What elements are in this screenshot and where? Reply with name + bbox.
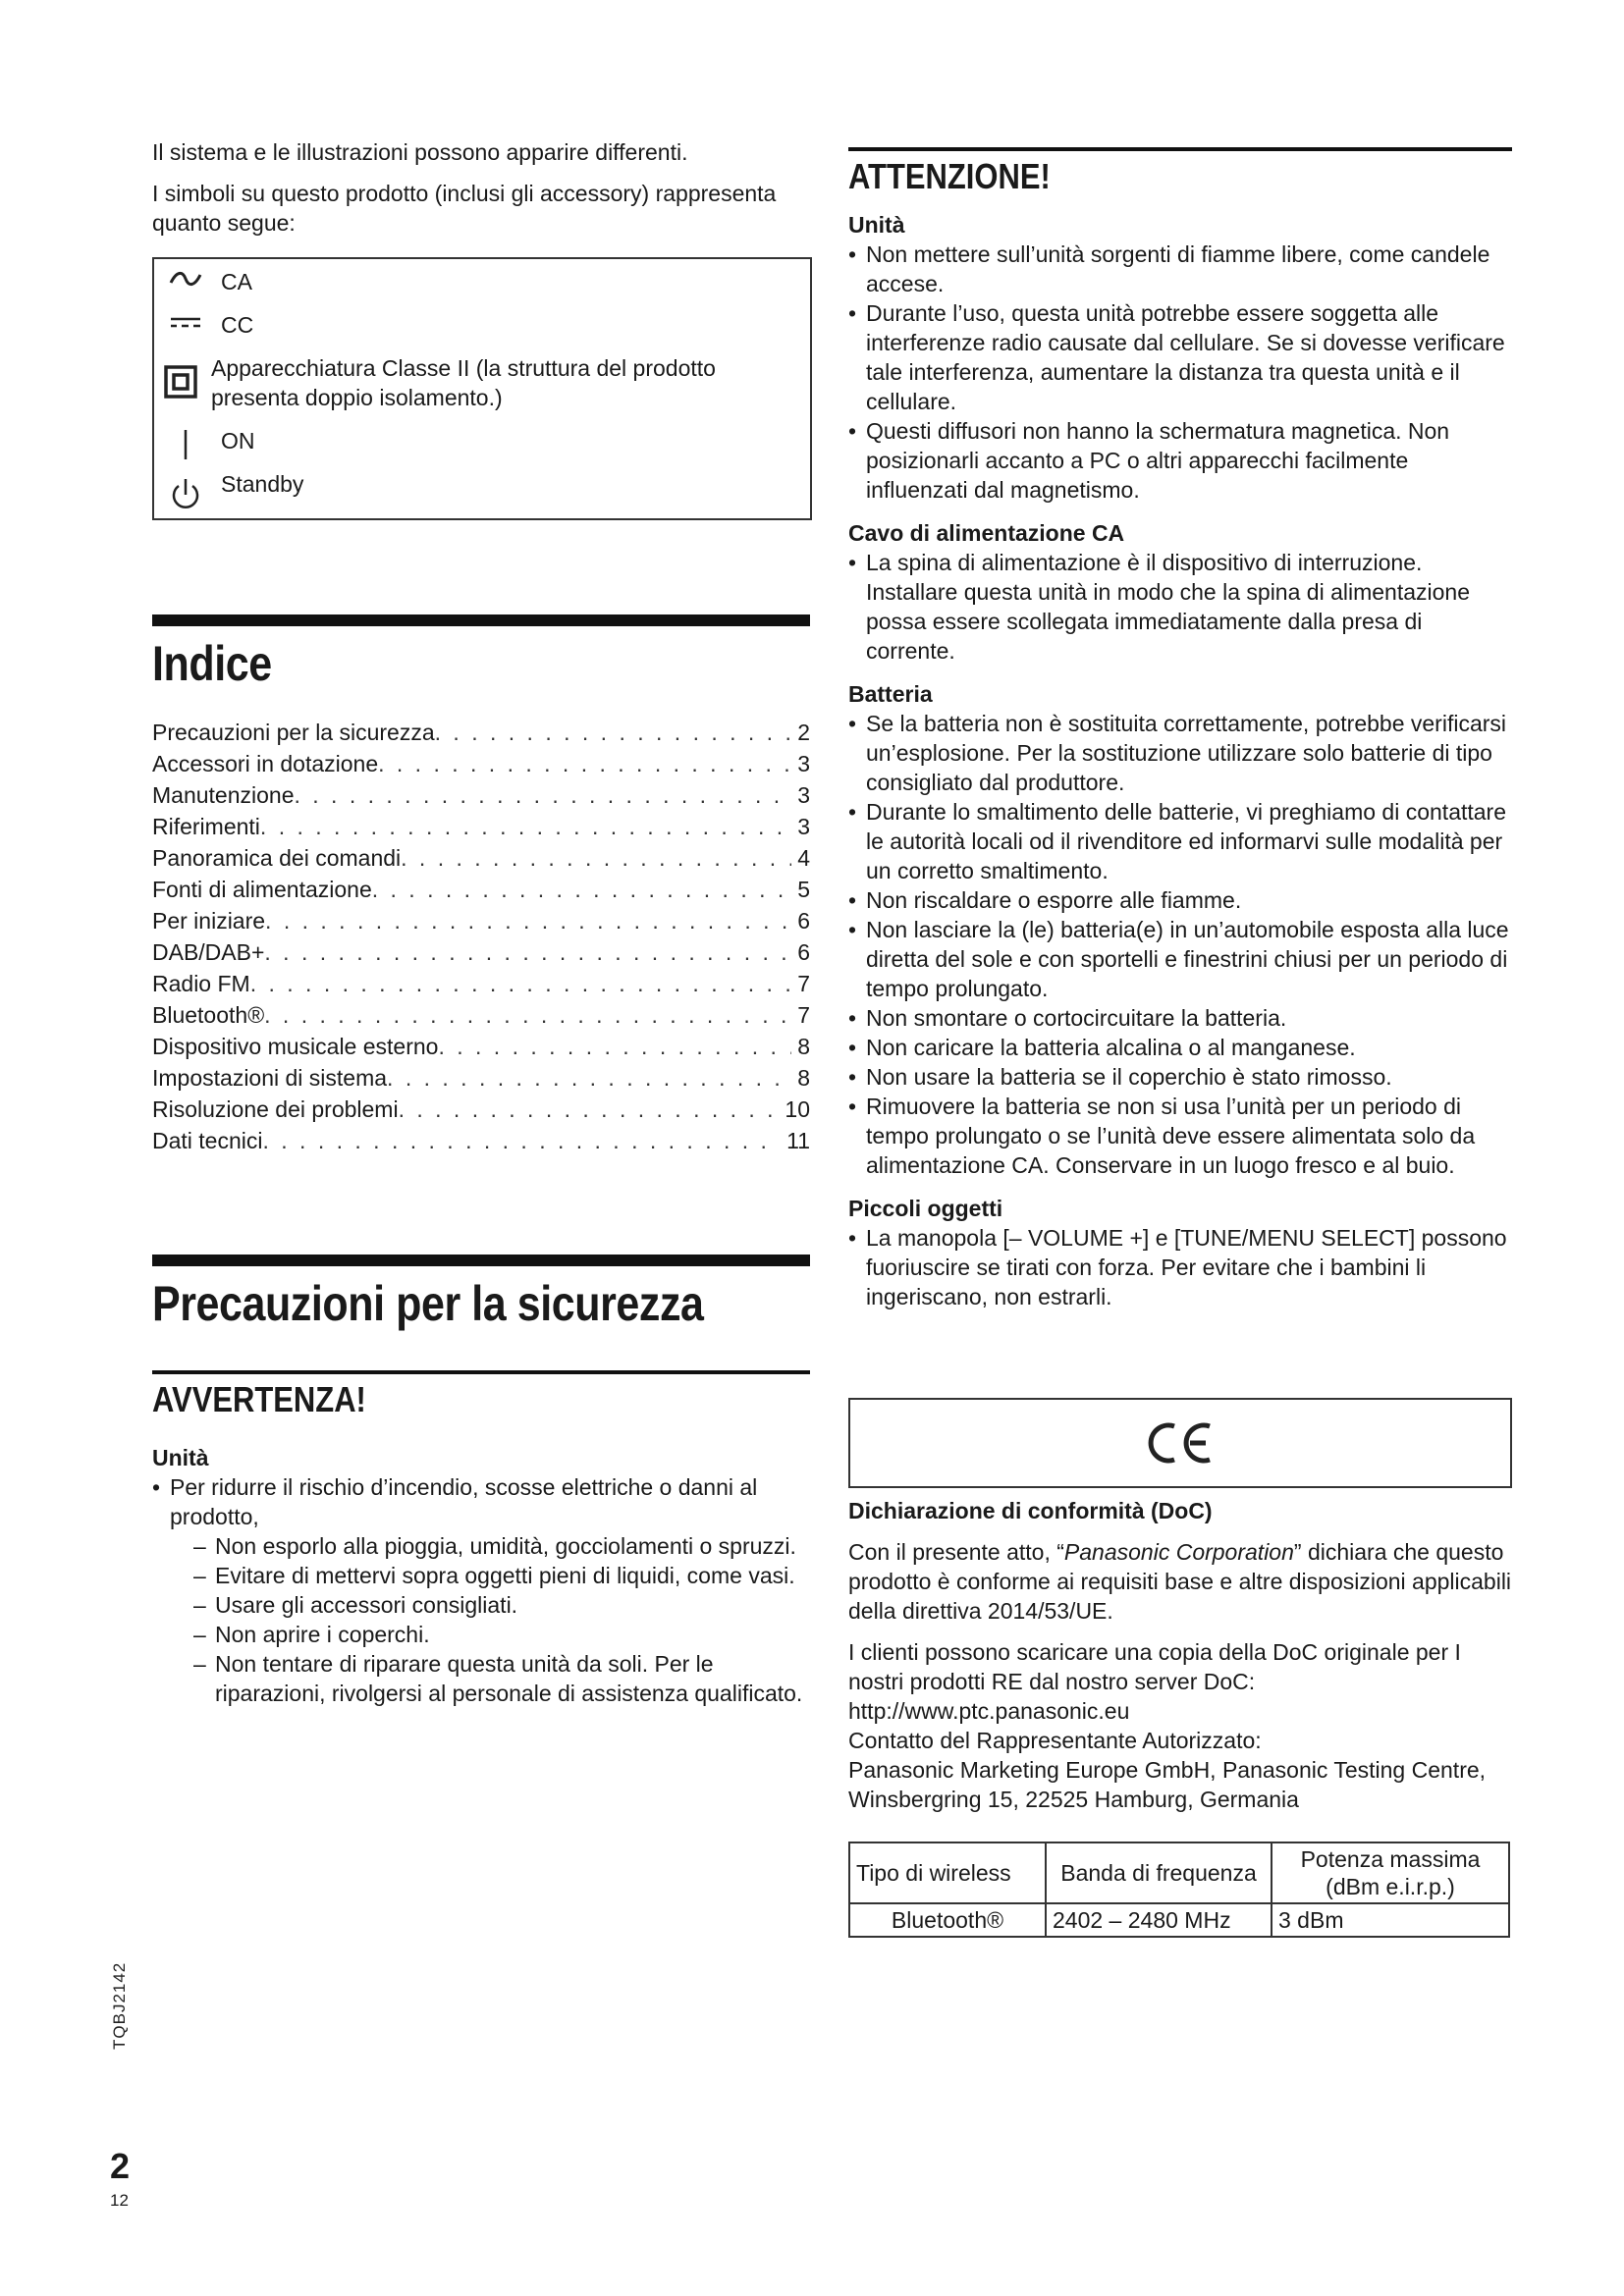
- caution-sections: [848, 210, 1512, 1311]
- caution-subheading: Batteria: [848, 681, 933, 707]
- toc-entry-page: 8: [797, 1065, 810, 1091]
- ce-mark-box: [848, 1398, 1512, 1488]
- on-bar-icon: [164, 424, 207, 461]
- safety-title: Precauzioni per la sicurezza: [152, 1276, 704, 1331]
- class-ii-icon: [164, 351, 197, 399]
- toc-leader-dots: [262, 1125, 781, 1156]
- wireless-header-band: Banda di frequenza: [1046, 1842, 1272, 1903]
- intro-line-2: I simboli su questo prodotto (inclusi gli accessory) rappresenta quanto segue:: [152, 181, 777, 236]
- warning-subitem: – Evitare di mettervi sopra oggetti pieni di liquidi, come vasi.: [193, 1561, 810, 1590]
- warning-sublist: [170, 1531, 810, 1708]
- caution-rule: [848, 147, 1512, 151]
- caution-list: [848, 548, 1512, 666]
- toc-leader-dots: [265, 905, 791, 936]
- toc-entry-title: Precauzioni per la sicurezza: [152, 720, 435, 745]
- toc-leader-dots: [401, 842, 791, 874]
- toc-entry-title: Bluetooth®: [152, 1002, 265, 1028]
- toc-entry-title: Dati tecnici: [152, 1128, 263, 1153]
- caution-list: [848, 709, 1512, 1180]
- warning-bullet-text: Per ridurre il rischio d’incendio, scosse elettriche o danni al prodotto,: [170, 1474, 758, 1529]
- toc-entry-page: 3: [797, 782, 810, 808]
- caution-subheading: Piccoli oggetti: [848, 1196, 1003, 1221]
- toc-entry[interactable]: [152, 811, 810, 842]
- toc-leader-dots: [260, 811, 791, 842]
- caution-item: • Non usare la batteria se il coperchio è stato rimosso.: [848, 1062, 1512, 1092]
- wireless-table: [848, 1842, 1510, 1938]
- symbol-label-ac: CA: [221, 269, 252, 294]
- toc-entry[interactable]: [152, 905, 810, 936]
- index-title: Indice: [152, 636, 272, 691]
- toc-entry[interactable]: [152, 1031, 810, 1062]
- toc-entry[interactable]: [152, 1062, 810, 1094]
- toc-entry-page: 6: [797, 908, 810, 934]
- warning-title: AVVERTENZA!: [152, 1379, 366, 1419]
- toc-entry-page: 3: [797, 814, 810, 839]
- caution-item: • Non caricare la batteria alcalina o al manganese.: [848, 1033, 1512, 1062]
- toc-entry-title: Fonti di alimentazione: [152, 877, 372, 902]
- doc-p1-before: Con il presente atto, “: [848, 1539, 1064, 1565]
- warning-unit-heading: Unità: [152, 1445, 209, 1470]
- doc-paragraph-1: [848, 1537, 1512, 1626]
- caution-list: [848, 240, 1512, 505]
- toc-entry[interactable]: [152, 874, 810, 905]
- ac-wave-icon: [164, 265, 207, 289]
- toc-entry[interactable]: [152, 999, 810, 1031]
- wireless-cell-band: 2402 – 2480 MHz: [1046, 1903, 1272, 1937]
- toc-entry-title: Risoluzione dei problemi: [152, 1096, 399, 1122]
- caution-item: • Non riscaldare o esporre alle fiamme.: [848, 885, 1512, 915]
- symbol-row-standby: [164, 467, 800, 510]
- caution-item: • Se la batteria non è sostituita correttamente, potrebbe verificarsi un’esplosione. Per la sostituzione utilizzare solo batterie di tipo consigliato dal produttore.: [848, 709, 1512, 797]
- symbol-row-dc: [164, 308, 800, 351]
- toc-entry-page: 7: [797, 971, 810, 996]
- toc-entry[interactable]: [152, 779, 810, 811]
- symbol-row-on: [164, 424, 800, 467]
- right-column: [848, 147, 1512, 1938]
- intro-line-1: Il sistema e le illustrazioni possono apparire differenti.: [152, 139, 688, 165]
- ce-mark-icon: [1141, 1418, 1219, 1468]
- toc-leader-dots: [399, 1094, 780, 1125]
- wireless-cell-power: 3 dBm: [1272, 1903, 1509, 1937]
- toc-entry-title: Panoramica dei comandi: [152, 845, 402, 871]
- symbol-row-class-ii: [164, 351, 800, 424]
- caution-list: [848, 1223, 1512, 1311]
- caution-title: ATTENZIONE!: [848, 156, 1051, 196]
- toc-entry[interactable]: [152, 936, 810, 968]
- wireless-cell-type: Bluetooth®: [849, 1903, 1046, 1937]
- toc-entry-page: 6: [797, 939, 810, 965]
- wireless-table-row: [849, 1903, 1509, 1937]
- toc-entry-page: 11: [786, 1128, 810, 1153]
- toc-leader-dots: [372, 874, 791, 905]
- toc-leader-dots: [435, 717, 792, 748]
- safety-rule: [152, 1255, 810, 1266]
- toc-leader-dots: [438, 1031, 791, 1062]
- warning-list: [152, 1472, 810, 1708]
- caution-item: • Questi diffusori non hanno la schermatura magnetica. Non posizionarli accanto a PC o altri apparecchi facilmente influenzati dal magnetismo.: [848, 416, 1512, 505]
- symbols-box: [152, 257, 812, 520]
- standby-icon: [164, 467, 207, 510]
- doc-heading: Dichiarazione di conformità (DoC): [848, 1498, 1213, 1523]
- toc-leader-dots: [264, 999, 791, 1031]
- toc-entry[interactable]: [152, 748, 810, 779]
- toc-entry-title: DAB/DAB+: [152, 939, 265, 965]
- toc-entry[interactable]: [152, 717, 810, 748]
- symbol-label-dc: CC: [221, 312, 254, 338]
- warning-subitem: – Non aprire i coperchi.: [193, 1620, 810, 1649]
- toc-entry-title: Riferimenti: [152, 814, 260, 839]
- caution-item: • Non smontare o cortocircuitare la batteria.: [848, 1003, 1512, 1033]
- warning-subitem: – Non esporlo alla pioggia, umidità, gocciolamenti o spruzzi.: [193, 1531, 810, 1561]
- toc-leader-dots: [250, 968, 792, 999]
- toc-entry-title: Impostazioni di sistema: [152, 1065, 388, 1091]
- index-section: [152, 614, 810, 1156]
- toc-entry-page: 10: [785, 1096, 810, 1122]
- toc-entry-page: 5: [797, 877, 810, 902]
- document-id: TQBJ2142: [110, 1961, 129, 2050]
- caution-item: • La spina di alimentazione è il dispositivo di interruzione. Installare questa unità in modo che la spina di alimentazione possa essere scollegata immediatamente dalla presa di corrente.: [848, 548, 1512, 666]
- caution-item: • Durante lo smaltimento delle batterie, vi preghiamo di contattare le autorità locali od il rivenditore ed informarvi sulle modalità per un corretto smaltimento.: [848, 797, 1512, 885]
- toc-entry[interactable]: [152, 968, 810, 999]
- symbol-row-ac: [164, 265, 800, 308]
- warning-bullet: [152, 1472, 810, 1708]
- doc-p1-after: ” dichiara che questo prodotto è conforme ai requisiti base e altre disposizioni applicabili della direttiva 2014/53/UE.: [848, 1539, 1512, 1624]
- caution-item: • Non mettere sull’unità sorgenti di fiamme libere, come candele accese.: [848, 240, 1512, 298]
- index-rule: [152, 614, 810, 626]
- toc-entry[interactable]: [152, 1125, 810, 1156]
- warning-subitem: – Non tentare di riparare questa unità da soli. Per le riparazioni, rivolgersi al personale di assistenza qualificato.: [193, 1649, 810, 1708]
- caution-item: • Durante l’uso, questa unità potrebbe essere soggetta alle interferenze radio causate dal cellulare. Se si dovesse verificare tale interferenza, aumentare la distanza tra questa unità e il cellulare.: [848, 298, 1512, 416]
- toc-entry-page: 2: [797, 720, 810, 745]
- caution-item: • Non lasciare la (le) batteria(e) in un’automobile esposta alla luce diretta del sole e con sportelli e finestrini chiusi per un periodo di tempo prolungato.: [848, 915, 1512, 1003]
- doc-section: [848, 1398, 1512, 1938]
- caution-subheading: Cavo di alimentazione CA: [848, 520, 1125, 546]
- wireless-table-header: [849, 1842, 1509, 1903]
- warning-subitem: – Usare gli accessori consigliati.: [193, 1590, 810, 1620]
- wireless-header-type: Tipo di wireless: [849, 1842, 1046, 1903]
- page-number-sub: 12: [110, 2191, 129, 2210]
- safety-section: [152, 1255, 810, 1708]
- doc-contact: Panasonic Marketing Europe GmbH, Panasonic Testing Centre, Winsbergring 15, 22525 Hamburg, Germania: [848, 1757, 1487, 1812]
- wireless-header-power: Potenza massima (dBm e.i.r.p.): [1272, 1842, 1509, 1903]
- caution-item: • La manopola [– VOLUME +] e [TUNE/MENU SELECT] possono fuoriuscire se tirati con forza. Per evitare che i bambini li ingeriscano, non estrarli.: [848, 1223, 1512, 1311]
- symbol-label-class-ii: Apparecchiatura Classe II (la struttura del prodotto presenta doppio isolamento.): [211, 355, 716, 410]
- toc-entry-title: Accessori in dotazione: [152, 751, 379, 776]
- caution-subheading: Unità: [848, 212, 905, 238]
- dc-lines-icon: [164, 308, 207, 332]
- page-number: 2: [110, 2146, 131, 2186]
- toc-leader-dots: [387, 1062, 791, 1094]
- warning-rule: [152, 1370, 810, 1374]
- toc-entry-title: Per iniziare: [152, 908, 266, 934]
- doc-contact-heading: Contatto del Rappresentante Autorizzato:: [848, 1728, 1262, 1753]
- left-column: [152, 137, 810, 1708]
- symbol-label-standby: Standby: [221, 471, 304, 497]
- doc-paragraph-2: I clienti possono scaricare una copia della DoC originale per I nostri prodotti RE dal nostro server DoC:: [848, 1639, 1461, 1694]
- toc-entry[interactable]: [152, 842, 810, 874]
- toc-leader-dots: [378, 748, 791, 779]
- caution-item: • Rimuovere la batteria se non si usa l’unità per un periodo di tempo prolungato o se l’unità deve essere alimentata solo da alimentazione CA. Conservare in un luogo fresco e al buio.: [848, 1092, 1512, 1180]
- toc-leader-dots: [264, 936, 791, 968]
- doc-url[interactable]: http://www.ptc.panasonic.eu: [848, 1698, 1130, 1724]
- toc-leader-dots: [295, 779, 792, 811]
- doc-company: Panasonic Corporation: [1063, 1539, 1294, 1565]
- toc-entry-title: Manutenzione: [152, 782, 295, 808]
- toc-entry[interactable]: [152, 1094, 810, 1125]
- toc-entry-page: 4: [797, 845, 810, 871]
- toc-entry-title: Dispositivo musicale esterno: [152, 1034, 439, 1059]
- symbol-label-on: ON: [221, 428, 255, 454]
- toc-entry-page: 3: [797, 751, 810, 776]
- toc-entry-title: Radio FM: [152, 971, 250, 996]
- index-list: [152, 717, 810, 1156]
- toc-entry-page: 8: [797, 1034, 810, 1059]
- toc-entry-page: 7: [797, 1002, 810, 1028]
